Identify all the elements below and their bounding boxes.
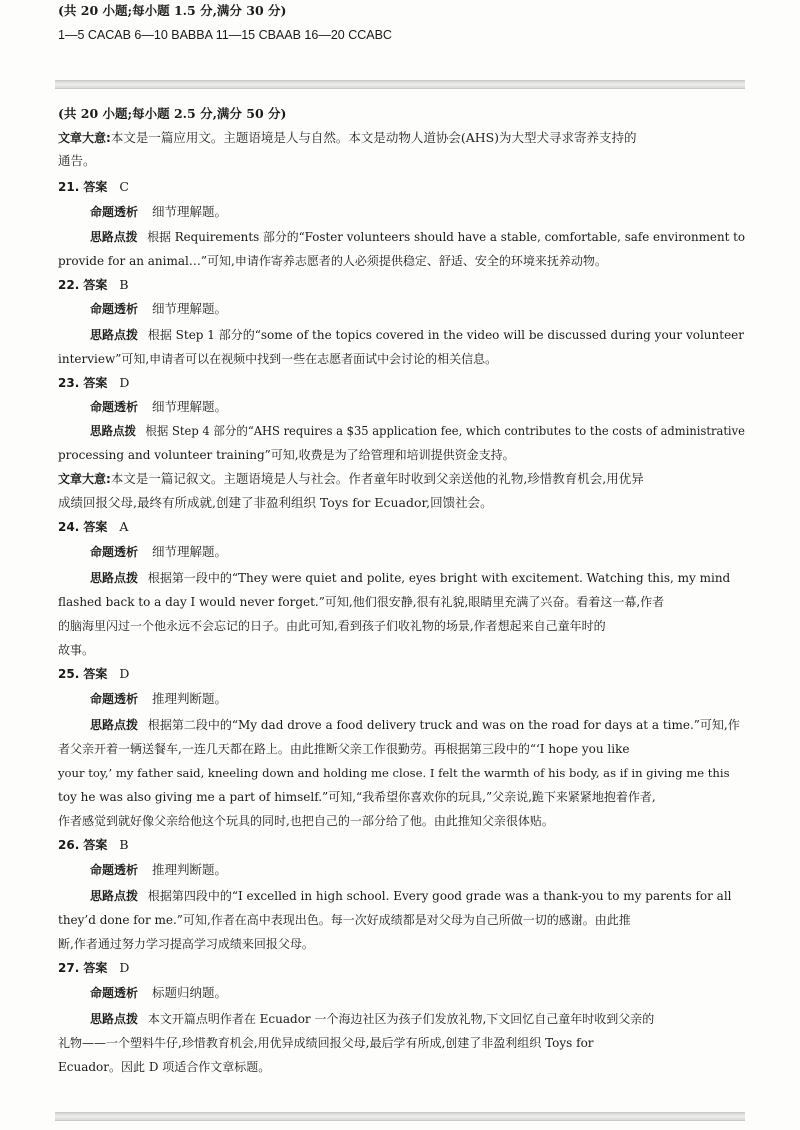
q26-hint-line-1 bbox=[90, 887, 732, 905]
q26-answer: B bbox=[119, 837, 129, 852]
q26-hint-line-3: 断,作者通过努力学习提高学习成绩来回报父母。 bbox=[58, 937, 314, 951]
q21-type-line bbox=[90, 203, 227, 221]
summary-1-line-1 bbox=[58, 129, 637, 147]
q23-type-line bbox=[90, 398, 227, 416]
summary-2-line-2: 成绩回报父母,最终有所成就,创建了非盈利组织 Toys for Ecuador,回馈社会。 bbox=[58, 495, 493, 510]
q25-hint-text-1: 根据第二段中的“My dad drove a food delivery truck and was on the road for days at a time.”可知,作 bbox=[147, 718, 740, 732]
q21-hint-line-1 bbox=[90, 228, 745, 246]
q21-type: 细节理解题。 bbox=[152, 204, 228, 219]
q26-answer-line bbox=[58, 836, 129, 854]
q27-hint-line-2: 礼物——一个塑料牛仔,珍惜教育机会,用优异成绩回报父母,最后学有所成,创建了非盈利组织 Toys for bbox=[58, 1036, 594, 1050]
q25-hint-line-3: your toy,’ my father said, kneeling down and holding me close. I felt the warmth of his body, as if in giving me this bbox=[58, 766, 730, 780]
q26-type-label: 命题透析 bbox=[90, 863, 139, 877]
q22-hint-line-1 bbox=[90, 326, 744, 344]
q25-hint-label: 思路点拨 bbox=[90, 718, 139, 732]
q23-answer: D bbox=[119, 375, 130, 390]
q23-number: 23. 答案 bbox=[58, 376, 108, 390]
q23-hint-text-1: 根据 Step 4 部分的“AHS requires a $35 application fee, which contributes to the costs of administrative bbox=[145, 424, 745, 438]
q27-hint-line-3: Ecuador。因此 D 项适合作文章标题。 bbox=[58, 1060, 271, 1074]
q25-answer-line bbox=[58, 665, 129, 683]
q22-answer: B bbox=[119, 277, 129, 292]
q25-type-label: 命题透析 bbox=[90, 692, 139, 706]
q25-type-line bbox=[90, 690, 227, 708]
q26-hint-text-1: 根据第四段中的“I excelled in high school. Every good grade was a thank-you to my parents for all bbox=[147, 889, 732, 903]
q24-type: 细节理解题。 bbox=[152, 544, 228, 559]
q24-answer: A bbox=[119, 519, 129, 534]
q23-type-label: 命题透析 bbox=[90, 400, 139, 414]
q21-hint-label: 思路点拨 bbox=[90, 230, 138, 244]
section-divider-top bbox=[55, 80, 745, 89]
q27-answer-line bbox=[58, 959, 129, 977]
q24-hint-line-3: 的脑海里闪过一个他永远不会忘记的日子。由此可知,看到孩子们收礼物的场景,作者想起来自己童年时的 bbox=[58, 619, 606, 633]
q23-hint-label: 思路点拨 bbox=[90, 424, 136, 438]
q27-hint-text-1: 本文开篇点明作者在 Ecuador 一个海边社区为孩子们发放礼物,下文回忆自己童年时收到父亲的 bbox=[147, 1012, 655, 1026]
q24-hint-line-4: 故事。 bbox=[58, 643, 95, 657]
q27-type-line bbox=[90, 984, 227, 1002]
q25-hint-line-1 bbox=[90, 716, 740, 734]
section-2-header: (共 20 小题;每小题 2.5 分,满分 50 分) bbox=[58, 106, 287, 121]
q27-answer: D bbox=[119, 960, 130, 975]
q23-type: 细节理解题。 bbox=[152, 399, 228, 414]
q27-type-label: 命题透析 bbox=[90, 986, 139, 1000]
q26-hint-label: 思路点拨 bbox=[90, 889, 139, 903]
q25-number: 25. 答案 bbox=[58, 667, 108, 681]
q27-type: 标题归纳题。 bbox=[152, 985, 228, 1000]
q22-number: 22. 答案 bbox=[58, 278, 108, 292]
q21-hint-line-2: provide for an animal…”可知,申请作寄养志愿者的人必须提供稳定、舒适、安全的环境来抚养动物。 bbox=[58, 254, 607, 268]
q25-answer: D bbox=[119, 666, 130, 681]
section-1-answers: 1—5 CACAB 6—10 BABBA 11—15 CBAAB 16—20 CCABC bbox=[58, 28, 392, 42]
q21-hint-text-1: 根据 Requirements 部分的“Foster volunteers should have a stable, comfortable, safe environment to bbox=[147, 230, 746, 244]
q21-answer-line bbox=[58, 178, 129, 196]
q26-type: 推理判断题。 bbox=[152, 862, 228, 877]
q26-type-line bbox=[90, 861, 227, 879]
summary-2-label: 文章大意: bbox=[58, 472, 111, 486]
q27-hint-label: 思路点拨 bbox=[90, 1012, 139, 1026]
q23-hint-line-1 bbox=[90, 422, 745, 440]
section-1-header: (共 20 小题;每小题 1.5 分,满分 30 分) bbox=[58, 3, 287, 18]
q24-type-label: 命题透析 bbox=[90, 545, 139, 559]
q27-number: 27. 答案 bbox=[58, 961, 108, 975]
summary-2-text: 本文是一篇记叙文。主题语境是人与社会。作者童年时收到父亲送他的礼物,珍惜教育机会,用优异 bbox=[110, 471, 644, 486]
q21-type-label: 命题透析 bbox=[90, 205, 139, 219]
q24-hint-line-1 bbox=[90, 569, 730, 587]
summary-1-label: 文章大意: bbox=[58, 131, 111, 145]
q24-answer-line bbox=[58, 518, 128, 536]
summary-1-text: 本文是一篇应用文。主题语境是人与自然。本文是动物人道协会(AHS)为大型犬寻求寄养支持的 bbox=[110, 130, 637, 145]
q22-answer-line bbox=[58, 276, 129, 294]
q22-type-line bbox=[90, 300, 227, 318]
q26-number: 26. 答案 bbox=[58, 838, 108, 852]
q25-type: 推理判断题。 bbox=[152, 691, 228, 706]
q21-number: 21. 答案 bbox=[58, 180, 108, 194]
q24-hint-line-2: flashed back to a day I would never forget.”可知,他们很安静,很有礼貌,眼睛里充满了兴奋。看着这一幕,作者 bbox=[58, 595, 665, 609]
q24-number: 24. 答案 bbox=[58, 520, 108, 534]
q26-hint-line-2: they’d done for me.”可知,作者在高中表现出色。每一次好成绩都是对父母为自己所做一切的感谢。由此推 bbox=[58, 913, 631, 927]
q25-hint-line-2: 者父亲开着一辆送餐车,一连几天都在路上。由此推断父亲工作很勤劳。再根据第三段中的“‘I hope you like bbox=[58, 742, 630, 756]
q24-hint-text-1: 根据第一段中的“They were quiet and polite, eyes bright with excitement. Watching this, my mind bbox=[147, 571, 731, 585]
q22-hint-text-1: 根据 Step 1 部分的“some of the topics covered in the video will be discussed during your volunteer bbox=[147, 328, 745, 342]
summary-1-line-2: 通告。 bbox=[58, 153, 96, 168]
q22-hint-label: 思路点拨 bbox=[90, 328, 139, 342]
q22-type-label: 命题透析 bbox=[90, 302, 139, 316]
q24-type-line bbox=[90, 543, 227, 561]
q22-type: 细节理解题。 bbox=[152, 301, 228, 316]
q24-hint-label: 思路点拨 bbox=[90, 571, 139, 585]
q25-hint-line-4: toy he was also giving me a part of himself.”可知,“我希望你喜欢你的玩具,”父亲说,跪下来紧紧地抱着作者, bbox=[58, 790, 656, 804]
summary-2-line-1 bbox=[58, 470, 644, 488]
q27-hint-line-1 bbox=[90, 1010, 654, 1028]
q23-answer-line bbox=[58, 374, 129, 392]
q23-hint-line-2: processing and volunteer training”可知,收费是为了给管理和培训提供资金支持。 bbox=[58, 448, 515, 462]
section-divider-bottom bbox=[55, 1112, 745, 1121]
q21-answer: C bbox=[119, 179, 129, 194]
q25-hint-line-5: 作者感觉到就好像父亲给他这个玩具的同时,也把自己的一部分给了他。由此推知父亲很体贴。 bbox=[58, 814, 554, 828]
q22-hint-line-2: interview”可知,申请者可以在视频中找到一些在志愿者面试中会讨论的相关信息。 bbox=[58, 352, 498, 366]
